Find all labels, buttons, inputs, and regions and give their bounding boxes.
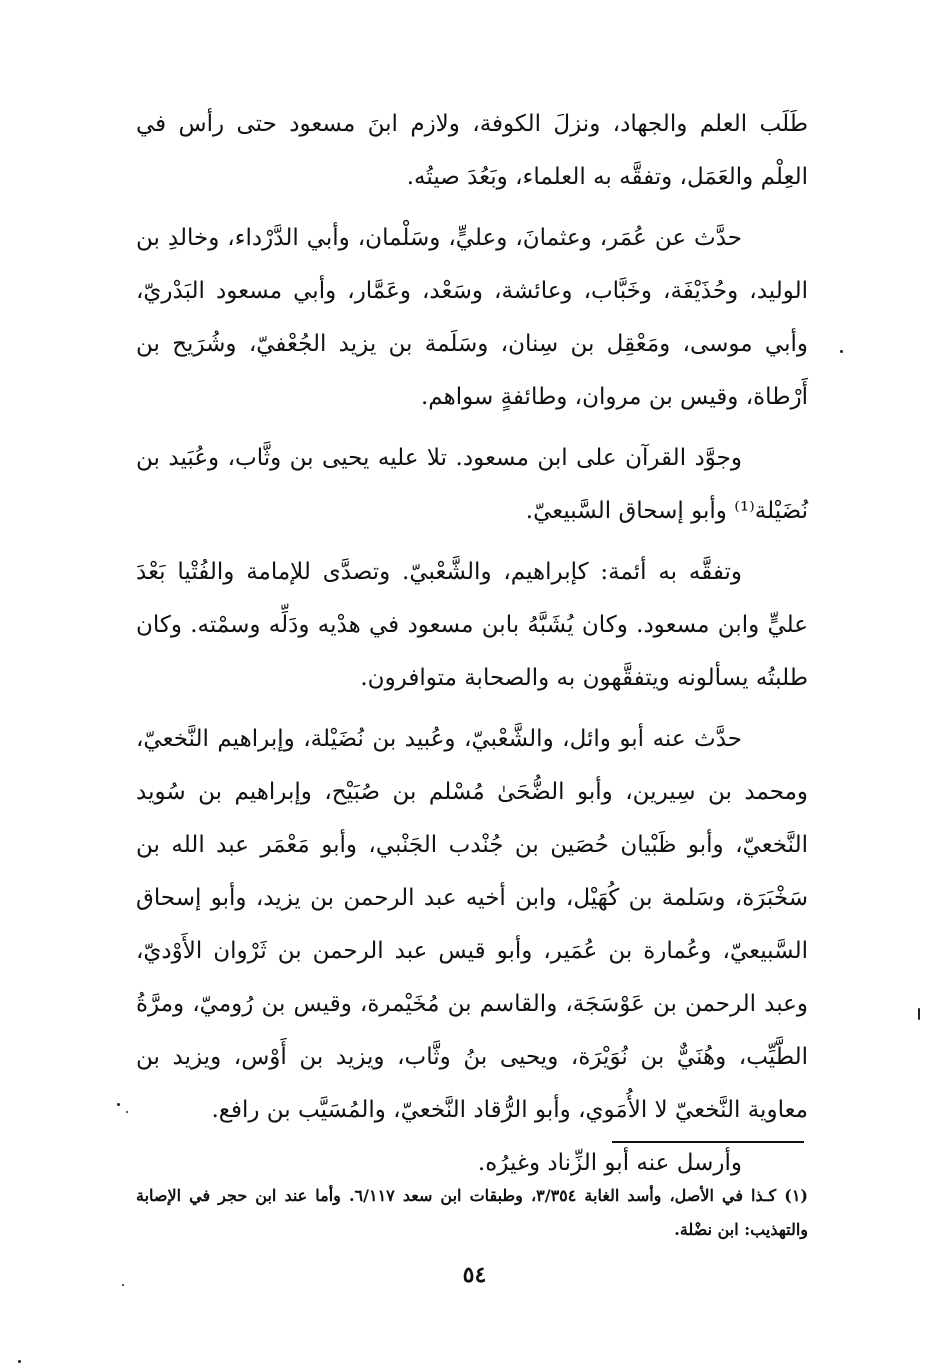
scan-speck xyxy=(117,1103,120,1106)
scan-speck xyxy=(840,350,843,353)
paragraph-5: حدَّث عنه أبو وائل، والشَّعْبيّ، وعُبيد بن نُضَيْلة، وإبراهيم النَّخعيّ، ومحمد بن سِيرين، وأبو الضُّحَىٰ مُسْلم بن صُبَيْح، وإبراهيم بن سُويد النَّخعيّ، وأبو ظَبْيان حُصَين بن جُنْدب الجَنْبي، وأبو مَعْمَر عبد الله بن سَخْبَرَة، وسَلمة بن كُهَيْل، وابن أخيه عبد الرحمن بن يزيد، وأبو إسحاق السَّبيعيّ، وعُمارة بن عُمَير، وأبو قيس عبد الرحمن بن ثَرْوان الأَوْديّ، وعبد الرحمن بن عَوْسَجَة، والقاسم بن مُخَيْمرة، وقيس بن رُوميّ، ومرَّةُ الطَّيِّب، وهُنَيٌّ بن نُوَيْرَة، ويحيى بنُ وثَّاب، ويزيد بن أَوْس، ويزيد بن معاوية النَّخعيّ لا الأُمَوي، وأبو الرُّقاد النَّخعيّ، والمُسَيَّب بن رافع. xyxy=(136,726,808,1123)
scan-speck xyxy=(918,1008,920,1020)
scan-speck xyxy=(122,1284,124,1286)
scan-speck xyxy=(126,1111,128,1113)
main-text xyxy=(136,98,808,1190)
footnote-separator xyxy=(612,1141,804,1143)
paragraph-3: وجوَّد القرآن على ابن مسعود. تلا عليه يحيى بن وثَّاب، وعُبَيد بن نُضَيْلة⁽¹⁾ وأبو إسحاق السَّبيعيّ. xyxy=(136,445,808,524)
paragraph-2: حدَّث عن عُمَر، وعثمانَ، وعليٍّ، وسَلْمان، وأبي الدَّرْداء، وخالدِ بن الوليد، وحُذَيْفَة، وخَبَّاب، وعائشة، وسَعْد، وعَمَّار، وأبي مسعود البَدْريّ، وأبي موسى، ومَعْقِل بن سِنان، وسَلَمة بن يزيد الجُعْفيّ، وشُرَيح بن أَرْطاة، وقيس بن مروان، وطائفةٍ سواهم. xyxy=(136,225,808,410)
scan-speck xyxy=(18,1360,21,1363)
paragraph-1: طَلَب العلم والجهاد، ونزلَ الكوفة، ولازم ابنَ مسعود حتى رأس في العِلْم والعَمَل، وتفقَّه به العلماء، وبَعُدَ صيتُه. xyxy=(136,111,808,190)
footnote: (١) كـذا في الأصل، وأسد الغابة ٣/٣٥٤، وطبقات ابن سعد ٦/١١٧. وأما عند ابن حجر في الإصابة والتهذيب: ابن نضْلة. xyxy=(136,1186,808,1239)
paragraph-6: وأرسل عنه أبو الزِّناد وغيرُه. xyxy=(477,1150,742,1176)
paragraph-4: وتفقَّه به أئمة: كإبراهيم، والشَّعْبيّ. وتصدَّى للإمامة والفُتْيا بَعْدَ عليٍّ وابن مسعود. وكان يُشَبَّهُ بابن مسعود في هدْيه ودَلِّه وسمْته. وكان طلبتُه يسألونه ويتفقَّهون به والصحابة متوافرون. xyxy=(136,559,808,691)
page-number: ٥٤ xyxy=(462,1262,487,1288)
